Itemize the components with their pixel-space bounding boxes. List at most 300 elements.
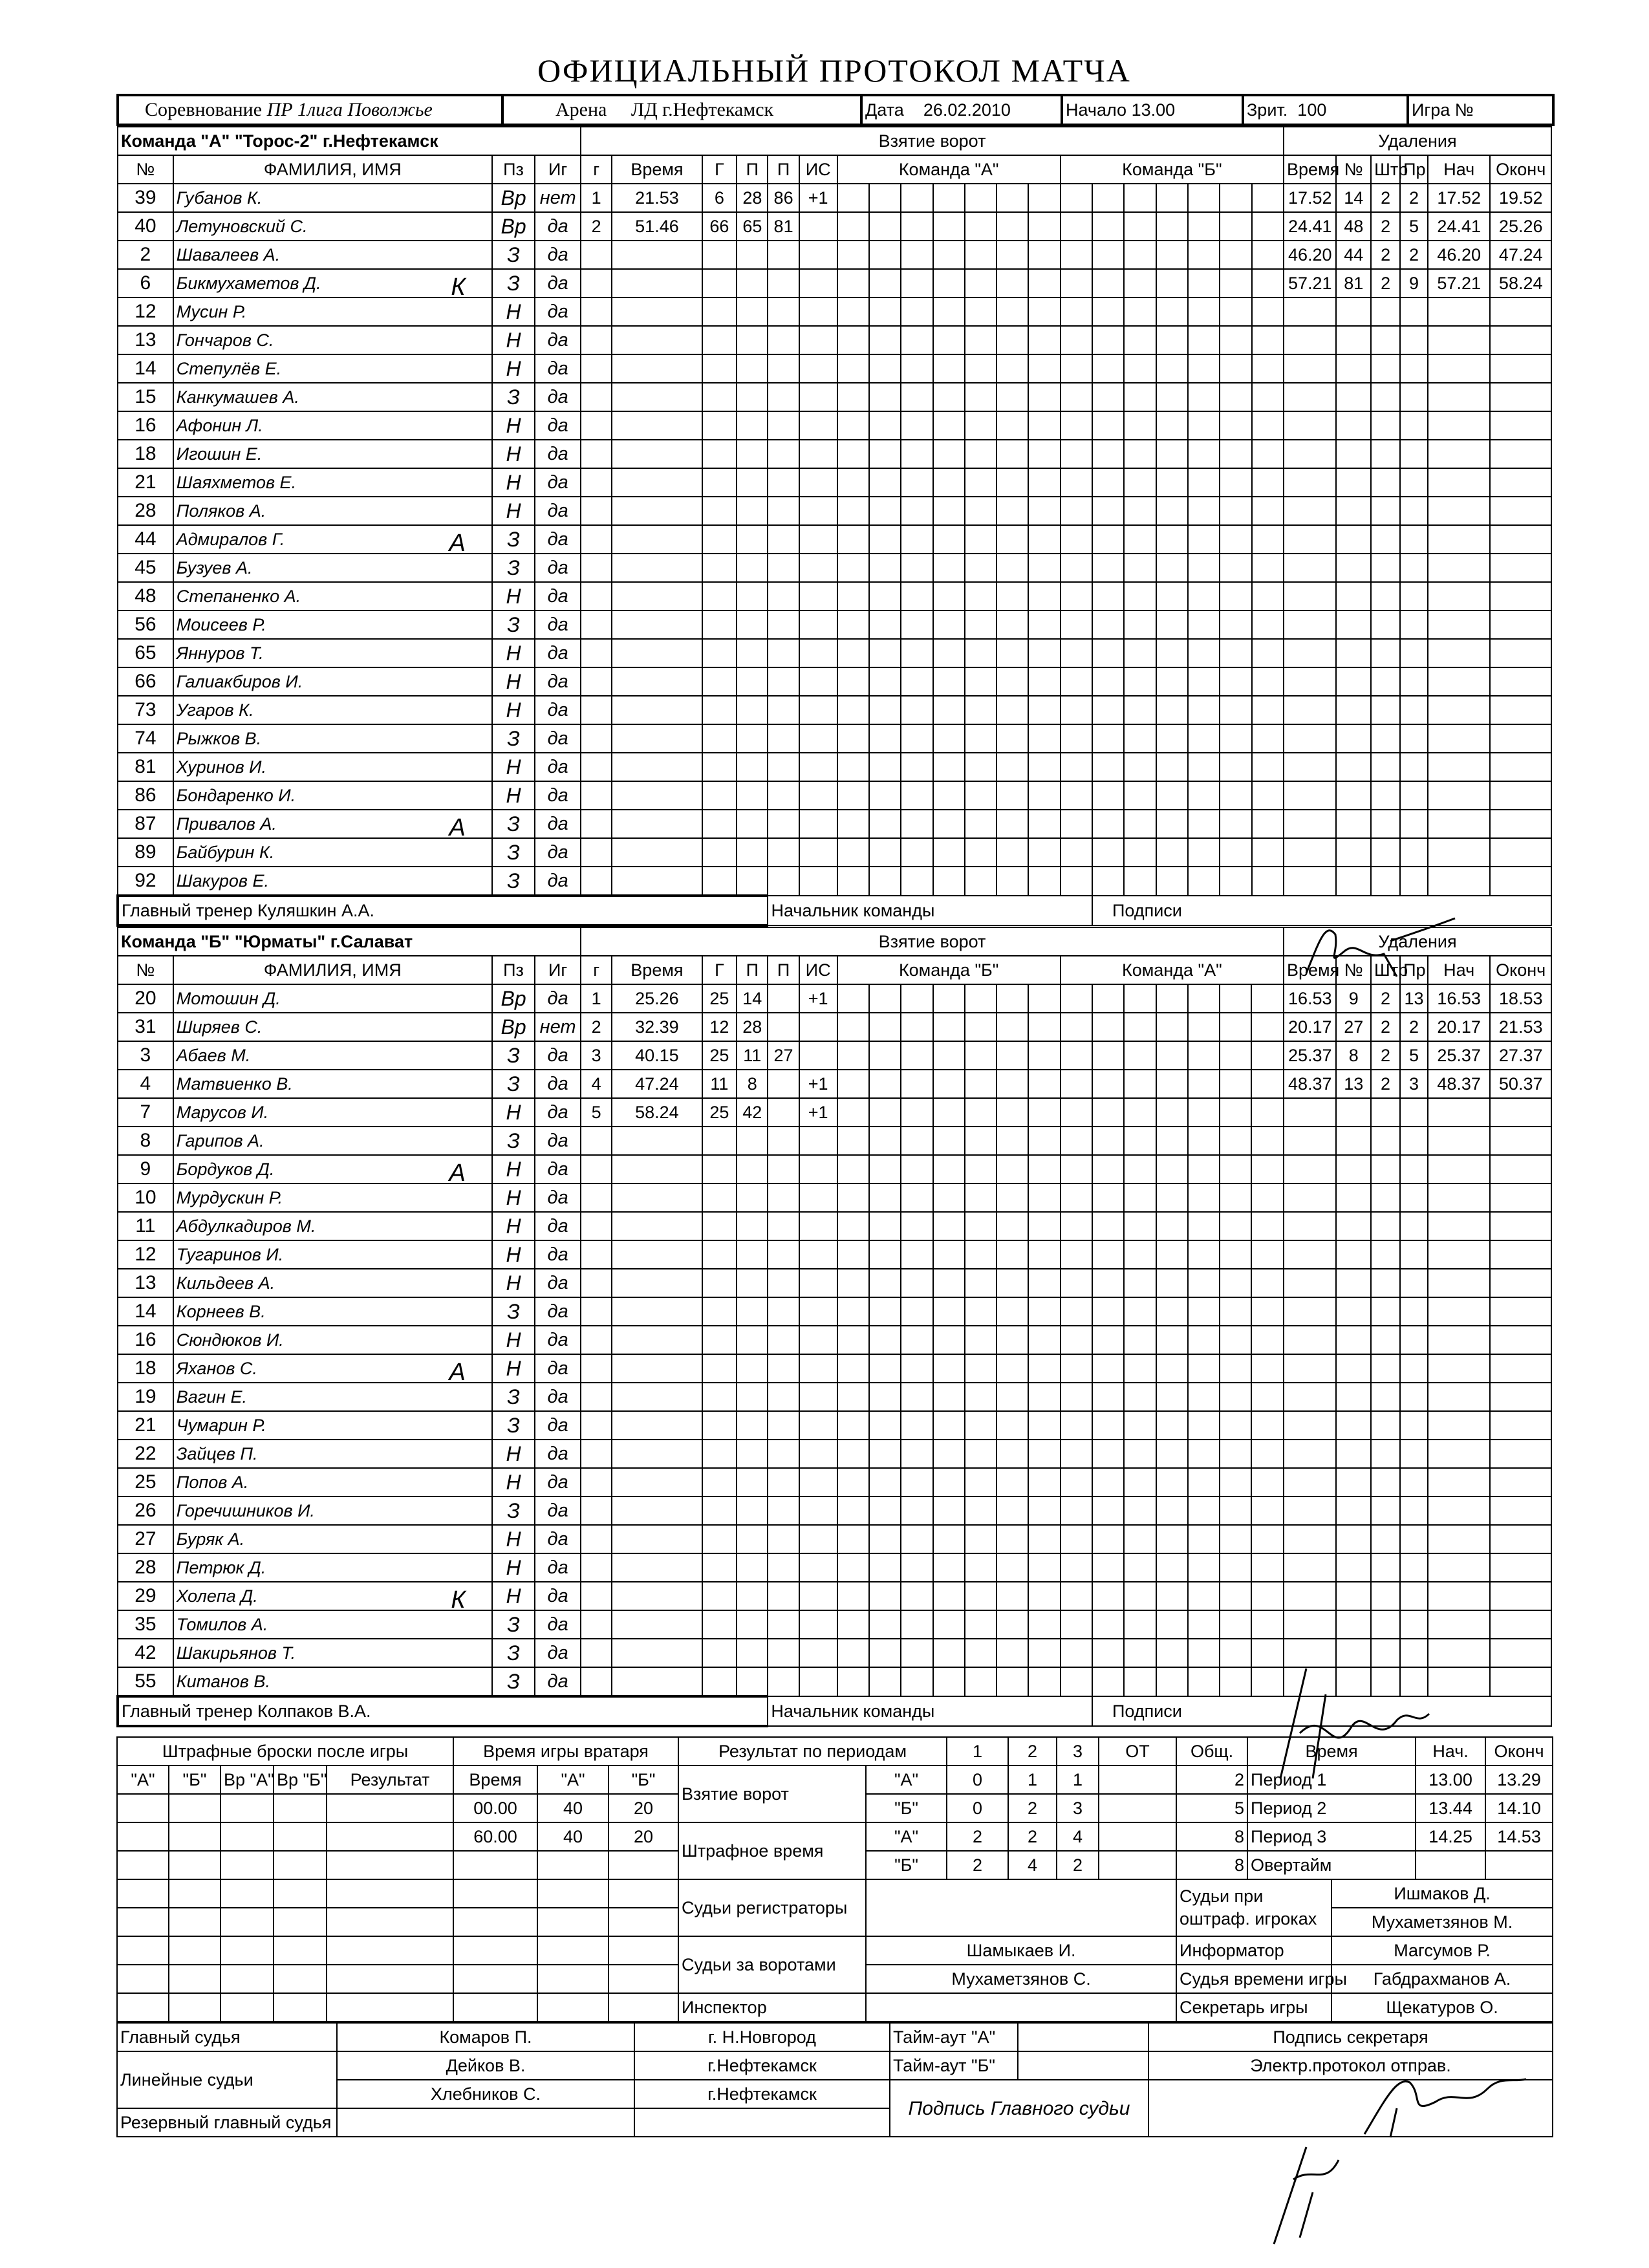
pen-empty-cell xyxy=(1336,639,1371,667)
pen-empty-cell xyxy=(1490,867,1551,896)
goal-empty-cell xyxy=(768,1354,799,1383)
pen-empty-cell xyxy=(1428,582,1490,610)
grid-cell xyxy=(1252,212,1284,241)
pen-empty-cell xyxy=(1428,1440,1490,1468)
player-number: 18 xyxy=(118,440,173,468)
grid-cell xyxy=(1220,411,1251,440)
pen-empty-cell xyxy=(1371,554,1400,582)
period-name: Период 3 xyxy=(1247,1822,1416,1851)
grid-cell xyxy=(965,440,997,468)
goals-b-total: 5 xyxy=(1176,1794,1247,1822)
pen-empty-cell xyxy=(1284,1127,1336,1155)
grid-cell xyxy=(1092,269,1124,297)
timekeeper-value: Габдрахманов А. xyxy=(1331,1965,1553,1993)
pen-empty-cell xyxy=(1284,1496,1336,1525)
grid-cell xyxy=(1061,383,1092,411)
pen-empty-cell xyxy=(1428,554,1490,582)
grid-cell xyxy=(933,984,965,1013)
grid-cell xyxy=(901,1440,932,1468)
grid-cell xyxy=(1188,1582,1220,1610)
pen-start: 20.17 xyxy=(1428,1013,1490,1041)
goal-empty-cell xyxy=(768,639,799,667)
player-role-mark: А xyxy=(449,1159,466,1187)
player-position: З xyxy=(492,1383,535,1411)
goal-empty-cell xyxy=(702,867,737,896)
grid-cell xyxy=(933,1582,965,1610)
grid-cell xyxy=(1188,440,1220,468)
goal-empty-cell xyxy=(581,753,612,781)
grid-cell xyxy=(1092,554,1124,582)
pen-minutes: 2 xyxy=(1371,212,1400,241)
grid-cell xyxy=(997,525,1028,554)
player-name-cell xyxy=(173,1354,492,1386)
player-row xyxy=(118,1297,1551,1326)
pen-empty-cell xyxy=(1336,1297,1371,1326)
grid-cell xyxy=(997,610,1028,639)
player-row xyxy=(118,1041,1551,1070)
player-position: Н xyxy=(492,781,535,810)
team-b-table xyxy=(116,927,1552,1727)
grid-cell xyxy=(997,1496,1028,1525)
goal-empty-cell xyxy=(768,1496,799,1525)
grid-cell xyxy=(1028,468,1060,497)
grid-cell xyxy=(1251,1155,1284,1183)
pen-empty-cell xyxy=(1371,1525,1400,1553)
goal-empty-cell xyxy=(768,1383,799,1411)
player-name-cell xyxy=(173,667,492,696)
grid-cell xyxy=(869,724,901,753)
player-position: Н xyxy=(492,440,535,468)
grid-cell xyxy=(1124,724,1156,753)
grid-cell xyxy=(869,1240,901,1269)
grid-cell xyxy=(1188,582,1220,610)
pen-empty-cell xyxy=(1336,1212,1371,1240)
grid-cell xyxy=(1156,383,1188,411)
player-position: Н xyxy=(492,1155,535,1183)
grid-cell xyxy=(869,667,901,696)
gk-col-b: "Б" xyxy=(609,1766,678,1794)
goal-empty-cell xyxy=(768,1639,799,1667)
grid-cell xyxy=(1220,724,1251,753)
goal-empty-cell xyxy=(737,297,768,326)
player-number: 86 xyxy=(118,781,173,810)
grid-cell xyxy=(965,1582,997,1610)
goal-empty-cell xyxy=(799,610,837,639)
grid-cell xyxy=(933,696,965,724)
player-played: да xyxy=(535,525,581,554)
grid-cell xyxy=(933,1127,965,1155)
grid-cell xyxy=(1028,1354,1060,1383)
goal-scorer: 12 xyxy=(702,1013,737,1041)
grid-cell xyxy=(997,1212,1028,1240)
grid-cell xyxy=(837,1525,869,1553)
grid-cell xyxy=(1156,838,1188,867)
grid-cell xyxy=(1252,184,1284,212)
pen-empty-cell xyxy=(1371,354,1400,383)
grid-cell xyxy=(1156,1127,1188,1155)
grid-cell xyxy=(965,867,997,896)
grid-cell xyxy=(1251,1553,1284,1582)
grid-cell xyxy=(965,354,997,383)
grid-cell xyxy=(1156,1212,1188,1240)
grid-cell xyxy=(1124,1468,1156,1496)
player-row xyxy=(118,297,1551,326)
grid-cell xyxy=(1061,241,1092,269)
grid-cell xyxy=(933,1269,965,1297)
grid-cell xyxy=(933,1212,965,1240)
goal-empty-cell xyxy=(612,838,702,867)
goal-empty-cell xyxy=(581,468,612,497)
player-name-cell xyxy=(173,184,492,212)
pen-empty-cell xyxy=(1428,753,1490,781)
grid-cell xyxy=(1188,184,1220,212)
player-number: 92 xyxy=(118,867,173,896)
grid-cell xyxy=(1252,269,1284,297)
player-played: да xyxy=(535,1269,581,1297)
goal-empty-cell xyxy=(768,525,799,554)
pen-player: 8 xyxy=(1336,1041,1371,1070)
goal-empty-cell xyxy=(737,1383,768,1411)
grid-cell xyxy=(1124,1098,1156,1127)
goal-empty-cell xyxy=(581,497,612,525)
player-played: да xyxy=(535,1582,581,1610)
grid-cell xyxy=(1220,1639,1251,1667)
grid-cell xyxy=(965,383,997,411)
grid-cell xyxy=(837,1440,869,1468)
coach-name: Колпаков В.А. xyxy=(257,1701,371,1721)
goal-empty-cell xyxy=(737,639,768,667)
pen-empty-cell xyxy=(1428,326,1490,354)
goal-empty-cell xyxy=(612,468,702,497)
pen-empty-cell xyxy=(1490,497,1551,525)
grid-cell xyxy=(997,1183,1028,1212)
pen-end: 21.53 xyxy=(1490,1013,1551,1041)
grid-cell xyxy=(1251,1354,1284,1383)
player-name-cell xyxy=(173,1440,492,1468)
player-played: да xyxy=(535,781,581,810)
grid-cell xyxy=(1124,1013,1156,1041)
grid-cell xyxy=(933,1098,965,1127)
pen-empty-cell xyxy=(1428,610,1490,639)
pen-empty-cell xyxy=(1490,1610,1551,1639)
grid-cell xyxy=(1092,838,1124,867)
grid-cell xyxy=(965,297,997,326)
player-position: З xyxy=(492,525,535,554)
grid-cell xyxy=(1220,1013,1251,1041)
player-played: да xyxy=(535,1639,581,1667)
pen-time: 17.52 xyxy=(1284,184,1336,212)
pen-empty-cell xyxy=(1400,1383,1428,1411)
goal-empty-cell xyxy=(581,354,612,383)
pen-empty-cell xyxy=(1428,838,1490,867)
pen-minutes: 2 xyxy=(1371,1041,1400,1070)
pen-empty-cell xyxy=(1400,1212,1428,1240)
grid-cell xyxy=(1251,1383,1284,1411)
grid-cell xyxy=(933,468,965,497)
grid-cell xyxy=(1061,984,1092,1013)
pen-player: 44 xyxy=(1336,241,1371,269)
grid-cell xyxy=(1188,639,1220,667)
goal-empty-cell xyxy=(768,383,799,411)
goal-empty-cell xyxy=(768,810,799,838)
grid-cell xyxy=(1092,354,1124,383)
player-number: 28 xyxy=(118,497,173,525)
grid-cell xyxy=(1156,667,1188,696)
grid-cell xyxy=(1252,411,1284,440)
grid-cell xyxy=(1188,667,1220,696)
goal-empty-cell xyxy=(768,1240,799,1269)
grid-cell xyxy=(901,1297,932,1326)
grid-cell xyxy=(1061,269,1092,297)
grid-cell xyxy=(869,1553,901,1582)
pen-empty-cell xyxy=(1336,1553,1371,1582)
player-name: Ширяев С. xyxy=(176,1017,263,1037)
grid-cell xyxy=(1028,724,1060,753)
pen-empty-cell xyxy=(1400,1240,1428,1269)
pen-reason: 2 xyxy=(1400,184,1428,212)
player-played: да xyxy=(535,1440,581,1468)
grid-cell xyxy=(837,525,869,554)
pen-empty-cell xyxy=(1490,1183,1551,1212)
grid-cell xyxy=(1028,1667,1060,1696)
pen-start: 16.53 xyxy=(1428,984,1490,1013)
player-name: Яннуров Т. xyxy=(176,643,264,663)
player-position: Н xyxy=(492,753,535,781)
goal-empty-cell xyxy=(737,1326,768,1354)
goal-empty-cell xyxy=(737,1639,768,1667)
pen-empty-cell xyxy=(1428,1667,1490,1696)
pen-empty-cell xyxy=(1371,297,1400,326)
goals-a-p1: 0 xyxy=(947,1766,1008,1794)
player-played: да xyxy=(535,1383,581,1411)
player-row xyxy=(118,1127,1551,1155)
grid-cell xyxy=(1220,554,1251,582)
player-position: З xyxy=(492,383,535,411)
player-name-cell xyxy=(173,1155,492,1187)
grid-cell xyxy=(1188,1041,1220,1070)
pen-empty-cell xyxy=(1336,383,1371,411)
goal-empty-cell xyxy=(768,867,799,896)
player-number: 20 xyxy=(118,984,173,1013)
grid-cell xyxy=(1028,1098,1060,1127)
grid-cell xyxy=(997,554,1028,582)
pen-empty-cell xyxy=(1490,1354,1551,1383)
penalties-header: Удаления xyxy=(1284,127,1551,155)
goal-empty-cell xyxy=(737,411,768,440)
grid-cell xyxy=(1061,1468,1092,1496)
pen-empty-cell xyxy=(1428,1098,1490,1127)
grid-cell xyxy=(1124,468,1156,497)
secretary-signature xyxy=(1358,2063,1533,2141)
pen-empty-cell xyxy=(1284,1098,1336,1127)
goal-time: 51.46 xyxy=(612,212,702,241)
pen-empty-cell xyxy=(1371,468,1400,497)
situation-col-header: ИС xyxy=(799,155,837,184)
player-name: Холепа Д. xyxy=(176,1586,258,1606)
grid-cell xyxy=(1252,326,1284,354)
goal-empty-cell xyxy=(612,753,702,781)
pen-empty-cell xyxy=(1336,468,1371,497)
goal-empty-cell xyxy=(737,1525,768,1553)
pen-reason: 5 xyxy=(1400,212,1428,241)
grid-cell xyxy=(901,610,932,639)
grid-cell xyxy=(1220,1240,1251,1269)
grid-cell xyxy=(1220,1383,1251,1411)
grid-cell xyxy=(1092,1354,1124,1383)
goal-empty-cell xyxy=(768,297,799,326)
pen-empty-cell xyxy=(1371,440,1400,468)
goal-empty-cell xyxy=(768,1667,799,1696)
player-number: 45 xyxy=(118,554,173,582)
goal-empty-cell xyxy=(612,241,702,269)
grid-cell xyxy=(1092,724,1124,753)
goal-assist-1: 42 xyxy=(737,1098,768,1127)
grid-cell xyxy=(965,1639,997,1667)
pen-empty-cell xyxy=(1490,696,1551,724)
goal-empty-cell xyxy=(768,1155,799,1183)
pen-empty-cell xyxy=(1400,838,1428,867)
goal-empty-cell xyxy=(612,810,702,838)
player-position: Н xyxy=(492,696,535,724)
grid-cell xyxy=(837,867,869,896)
grid-cell xyxy=(1061,1155,1092,1183)
goal-situation: +1 xyxy=(799,184,837,212)
pen-empty-cell xyxy=(1284,525,1336,554)
grid-cell xyxy=(965,1013,997,1041)
grid-cell xyxy=(1124,1440,1156,1468)
period-1-header: 1 xyxy=(947,1737,1008,1766)
goal-empty-cell xyxy=(581,867,612,896)
grid-cell xyxy=(933,1525,965,1553)
grid-cell xyxy=(997,1326,1028,1354)
goal-empty-cell xyxy=(612,610,702,639)
grid-cell xyxy=(1188,1212,1220,1240)
grid-cell xyxy=(997,241,1028,269)
player-position: Н xyxy=(492,1269,535,1297)
grid-cell xyxy=(869,1297,901,1326)
reserve-referee-label: Резервный главный судья xyxy=(117,2108,337,2137)
grid-cell xyxy=(1124,525,1156,554)
player-played: да xyxy=(535,867,581,896)
goal-empty-cell xyxy=(702,440,737,468)
player-position: З xyxy=(492,867,535,896)
goal-empty-cell xyxy=(702,525,737,554)
grid-cell xyxy=(933,383,965,411)
goals-b-ot xyxy=(1099,1794,1176,1822)
pen-empty-cell xyxy=(1428,1155,1490,1183)
grid-cell xyxy=(1092,1127,1124,1155)
goal-assist-2 xyxy=(768,1013,799,1041)
pen-empty-cell xyxy=(1490,781,1551,810)
name-col-header: ФАМИЛИЯ, ИМЯ xyxy=(173,956,492,984)
goal-empty-cell xyxy=(799,1127,837,1155)
pen-empty-cell xyxy=(1336,724,1371,753)
pen-empty-cell xyxy=(1284,297,1336,326)
pen-empty-cell xyxy=(1371,1297,1400,1326)
grid-cell xyxy=(1061,667,1092,696)
player-row xyxy=(118,525,1551,554)
grid-cell xyxy=(1156,810,1188,838)
pen-empty-cell xyxy=(1284,1183,1336,1212)
grid-cell xyxy=(901,1354,932,1383)
period-start: 14.25 xyxy=(1416,1822,1485,1851)
player-number: 31 xyxy=(118,1013,173,1041)
grid-cell xyxy=(1028,1553,1060,1582)
goal-assist-2: 86 xyxy=(768,184,799,212)
grid-cell xyxy=(901,1269,932,1297)
pen-empty-cell xyxy=(1400,1553,1428,1582)
grid-cell xyxy=(1188,1098,1220,1127)
grid-cell xyxy=(1028,1070,1060,1098)
player-name-cell xyxy=(173,724,492,753)
player-position: Н xyxy=(492,1354,535,1383)
pen-empty-cell xyxy=(1428,1525,1490,1553)
pen-empty-cell xyxy=(1371,1411,1400,1440)
grid-cell xyxy=(1220,667,1251,696)
player-number: 16 xyxy=(118,411,173,440)
pen-empty-cell xyxy=(1371,1326,1400,1354)
grid-cell xyxy=(933,212,965,241)
goal-empty-cell xyxy=(702,1440,737,1468)
grid-cell xyxy=(965,724,997,753)
grid-cell xyxy=(1028,639,1060,667)
grid-cell xyxy=(1188,1667,1220,1696)
grid-cell xyxy=(1188,1383,1220,1411)
grid-cell xyxy=(933,297,965,326)
grid-cell xyxy=(1156,1667,1188,1696)
goal-empty-cell xyxy=(799,667,837,696)
pim-a-total: 8 xyxy=(1176,1822,1247,1851)
grid-cell xyxy=(837,1468,869,1496)
grid-cell xyxy=(933,639,965,667)
goal-empty-cell xyxy=(799,241,837,269)
pen-empty-cell xyxy=(1336,810,1371,838)
grid-cell xyxy=(1252,354,1284,383)
grid-cell xyxy=(1124,867,1156,896)
grid-cell xyxy=(965,326,997,354)
grid-cell xyxy=(1028,1127,1060,1155)
pen-empty-cell xyxy=(1336,582,1371,610)
player-row xyxy=(118,1553,1551,1582)
player-position: Н xyxy=(492,354,535,383)
player-row xyxy=(118,1070,1551,1098)
grid-cell xyxy=(1252,867,1284,896)
pim-a-p1: 2 xyxy=(947,1822,1008,1851)
player-name: Шакуров Е. xyxy=(176,870,270,891)
grid-cell xyxy=(933,1440,965,1468)
player-position: Н xyxy=(492,497,535,525)
goal-assist-1: 65 xyxy=(737,212,768,241)
goal-empty-cell xyxy=(799,1667,837,1696)
player-number: 44 xyxy=(118,525,173,554)
goal-empty-cell xyxy=(768,1582,799,1610)
spectators-value: 100 xyxy=(1297,100,1327,120)
grid-cell xyxy=(1252,810,1284,838)
pim-b-p1: 2 xyxy=(947,1851,1008,1879)
grid-cell xyxy=(1028,1610,1060,1639)
grid-cell xyxy=(1028,1183,1060,1212)
goal-empty-cell xyxy=(581,667,612,696)
pen-empty-cell xyxy=(1284,1582,1336,1610)
grid-cell xyxy=(869,696,901,724)
grid-cell xyxy=(837,1269,869,1297)
pen-empty-cell xyxy=(1371,411,1400,440)
goal-empty-cell xyxy=(581,1468,612,1496)
grid-cell xyxy=(1092,1468,1124,1496)
linesman-1-city: г.Нефтекамск xyxy=(634,2051,890,2080)
grid-cell xyxy=(997,667,1028,696)
goal-empty-cell xyxy=(581,610,612,639)
